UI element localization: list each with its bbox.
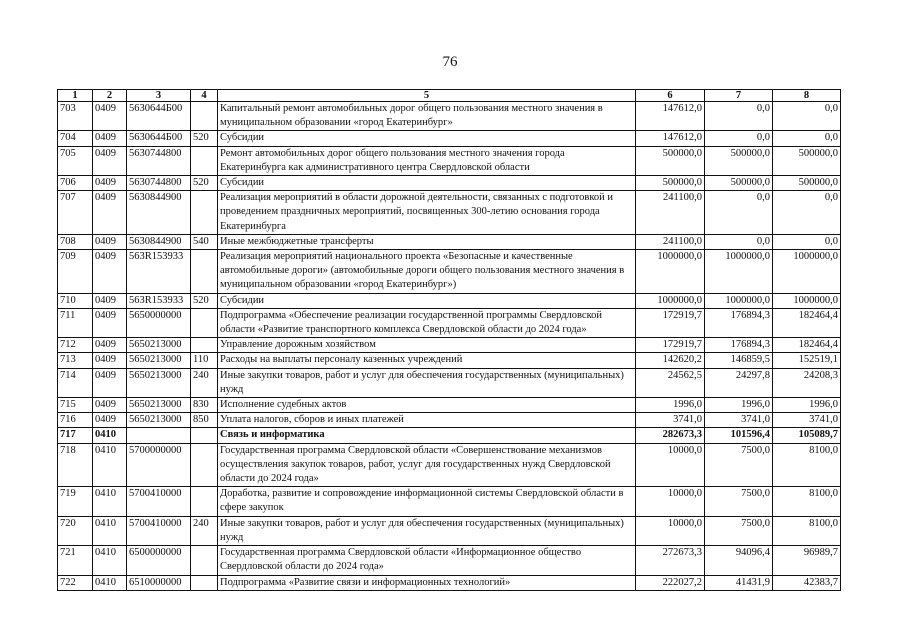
row-description: Государственная программа Свердловской области «Информационное общество Свердловской области до 2024 года» <box>218 546 636 575</box>
expense-type: 520 <box>191 293 218 308</box>
row-number: 709 <box>58 250 93 294</box>
row-description: Ремонт автомобильных дорог общего пользования местного значения города Екатеринбурга как административного центра Свердловской области <box>218 146 636 175</box>
amount-col8: 0,0 <box>773 191 841 235</box>
row-description: Субсидии <box>218 293 636 308</box>
amount-col6: 500000,0 <box>636 146 705 175</box>
row-number: 707 <box>58 191 93 235</box>
row-description: Уплата налогов, сборов и иных платежей <box>218 413 636 428</box>
target-code: 6510000000 <box>127 575 191 590</box>
expense-type: 850 <box>191 413 218 428</box>
amount-col6: 3741,0 <box>636 413 705 428</box>
amount-col8: 152519,1 <box>773 353 841 368</box>
amount-col7: 101596,4 <box>705 428 773 443</box>
amount-col6: 1000000,0 <box>636 250 705 294</box>
row-number: 708 <box>58 234 93 249</box>
target-code: 5650000000 <box>127 308 191 337</box>
row-number: 719 <box>58 487 93 516</box>
section-code: 0410 <box>93 428 127 443</box>
amount-col6: 282673,3 <box>636 428 705 443</box>
amount-col8: 182464,4 <box>773 308 841 337</box>
amount-col7: 0,0 <box>705 234 773 249</box>
column-header: 7 <box>705 90 773 102</box>
table-row <box>58 234 841 249</box>
table-row <box>58 546 841 575</box>
amount-col8: 8100,0 <box>773 516 841 545</box>
amount-col7: 7500,0 <box>705 487 773 516</box>
expense-type: 830 <box>191 398 218 413</box>
row-description: Субсидии <box>218 131 636 146</box>
amount-col7: 24297,8 <box>705 368 773 397</box>
row-description: Реализация мероприятий национального проекта «Безопасные и качественные автомобильные дороги» (автомобильные дороги общего пользования местного значения в муниципальном образовании «город Екатеринбург») <box>218 250 636 294</box>
section-code: 0409 <box>93 191 127 235</box>
amount-col8: 0,0 <box>773 102 841 131</box>
section-code: 0409 <box>93 308 127 337</box>
amount-col8: 0,0 <box>773 234 841 249</box>
row-number: 713 <box>58 353 93 368</box>
table-row <box>58 368 841 397</box>
row-number: 720 <box>58 516 93 545</box>
amount-col6: 10000,0 <box>636 516 705 545</box>
row-number: 705 <box>58 146 93 175</box>
table-row <box>58 353 841 368</box>
section-code: 0409 <box>93 131 127 146</box>
table-row <box>58 176 841 191</box>
row-number: 714 <box>58 368 93 397</box>
target-code: 563R153933 <box>127 250 191 294</box>
amount-col8: 500000,0 <box>773 176 841 191</box>
amount-col7: 94096,4 <box>705 546 773 575</box>
expense-type: 540 <box>191 234 218 249</box>
table-row <box>58 575 841 590</box>
row-number: 710 <box>58 293 93 308</box>
row-description: Иные закупки товаров, работ и услуг для обеспечения государственных (муниципальных) нужд <box>218 516 636 545</box>
table-row <box>58 102 841 131</box>
table-row <box>58 146 841 175</box>
target-code: 5650213000 <box>127 398 191 413</box>
amount-col8: 500000,0 <box>773 146 841 175</box>
row-description: Реализация мероприятий в области дорожной деятельности, связанных с подготовкой и проведением праздничных мероприятий, посвященных 300-летию основания города Екатеринбурга <box>218 191 636 235</box>
expense-type <box>191 308 218 337</box>
amount-col6: 1996,0 <box>636 398 705 413</box>
table-row <box>58 516 841 545</box>
column-header: 2 <box>93 90 127 102</box>
target-code: 5650213000 <box>127 338 191 353</box>
table-row <box>58 338 841 353</box>
section-code: 0409 <box>93 368 127 397</box>
target-code: 6500000000 <box>127 546 191 575</box>
section-code: 0409 <box>93 234 127 249</box>
table-row <box>58 428 841 443</box>
amount-col6: 272673,3 <box>636 546 705 575</box>
target-code: 5650213000 <box>127 368 191 397</box>
amount-col7: 1996,0 <box>705 398 773 413</box>
section-code: 0410 <box>93 575 127 590</box>
section-code: 0409 <box>93 250 127 294</box>
target-code: 5630844900 <box>127 234 191 249</box>
amount-col6: 147612,0 <box>636 102 705 131</box>
amount-col6: 241100,0 <box>636 234 705 249</box>
amount-col6: 241100,0 <box>636 191 705 235</box>
section-code: 0409 <box>93 146 127 175</box>
expense-type <box>191 146 218 175</box>
amount-col7: 1000000,0 <box>705 293 773 308</box>
amount-col8: 182464,4 <box>773 338 841 353</box>
page-number: 76 <box>442 54 458 70</box>
row-description: Иные закупки товаров, работ и услуг для обеспечения государственных (муниципальных) нужд <box>218 368 636 397</box>
row-number: 704 <box>58 131 93 146</box>
amount-col6: 172919,7 <box>636 338 705 353</box>
row-description: Доработка, развитие и сопровождение информационной системы Свердловской области в сфере закупок <box>218 487 636 516</box>
row-number: 712 <box>58 338 93 353</box>
expense-type <box>191 443 218 487</box>
amount-col7: 176894,3 <box>705 338 773 353</box>
amount-col8: 24208,3 <box>773 368 841 397</box>
target-code: 5630744800 <box>127 146 191 175</box>
amount-col7: 7500,0 <box>705 443 773 487</box>
expense-type <box>191 487 218 516</box>
target-code <box>127 428 191 443</box>
expense-type <box>191 546 218 575</box>
expense-type: 240 <box>191 368 218 397</box>
amount-col8: 1996,0 <box>773 398 841 413</box>
row-description: Связь и информатика <box>218 428 636 443</box>
row-number: 706 <box>58 176 93 191</box>
row-number: 711 <box>58 308 93 337</box>
amount-col7: 500000,0 <box>705 176 773 191</box>
target-code: 5700410000 <box>127 487 191 516</box>
section-code: 0409 <box>93 102 127 131</box>
section-code: 0409 <box>93 338 127 353</box>
section-code: 0410 <box>93 516 127 545</box>
expense-type <box>191 191 218 235</box>
amount-col6: 10000,0 <box>636 443 705 487</box>
row-number: 715 <box>58 398 93 413</box>
amount-col8: 0,0 <box>773 131 841 146</box>
section-code: 0409 <box>93 353 127 368</box>
budget-table <box>57 89 841 591</box>
column-header: 8 <box>773 90 841 102</box>
amount-col8: 96989,7 <box>773 546 841 575</box>
amount-col7: 7500,0 <box>705 516 773 545</box>
row-description: Субсидии <box>218 176 636 191</box>
column-header: 1 <box>58 90 93 102</box>
section-code: 0410 <box>93 487 127 516</box>
target-code: 5700410000 <box>127 516 191 545</box>
amount-col7: 41431,9 <box>705 575 773 590</box>
amount-col7: 500000,0 <box>705 146 773 175</box>
amount-col6: 142620,2 <box>636 353 705 368</box>
amount-col7: 3741,0 <box>705 413 773 428</box>
target-code: 5630844900 <box>127 191 191 235</box>
table-row <box>58 191 841 235</box>
expense-type <box>191 250 218 294</box>
section-code: 0409 <box>93 413 127 428</box>
table-row <box>58 131 841 146</box>
row-description: Капитальный ремонт автомобильных дорог общего пользования местного значения в муниципальном образовании «город Екатеринбург» <box>218 102 636 131</box>
expense-type: 520 <box>191 131 218 146</box>
amount-col8: 3741,0 <box>773 413 841 428</box>
amount-col7: 0,0 <box>705 191 773 235</box>
section-code: 0409 <box>93 176 127 191</box>
target-code: 5630744800 <box>127 176 191 191</box>
column-header: 3 <box>127 90 191 102</box>
amount-col6: 500000,0 <box>636 176 705 191</box>
column-header: 4 <box>191 90 218 102</box>
target-code: 563R153933 <box>127 293 191 308</box>
amount-col7: 1000000,0 <box>705 250 773 294</box>
amount-col6: 10000,0 <box>636 487 705 516</box>
amount-col7: 0,0 <box>705 131 773 146</box>
row-number: 716 <box>58 413 93 428</box>
row-description: Исполнение судебных актов <box>218 398 636 413</box>
amount-col6: 1000000,0 <box>636 293 705 308</box>
table-row <box>58 487 841 516</box>
amount-col8: 1000000,0 <box>773 250 841 294</box>
amount-col7: 0,0 <box>705 102 773 131</box>
table-row <box>58 443 841 487</box>
table-row <box>58 293 841 308</box>
amount-col8: 8100,0 <box>773 443 841 487</box>
amount-col8: 42383,7 <box>773 575 841 590</box>
amount-col8: 8100,0 <box>773 487 841 516</box>
amount-col6: 222027,2 <box>636 575 705 590</box>
row-number: 703 <box>58 102 93 131</box>
amount-col8: 105089,7 <box>773 428 841 443</box>
expense-type: 240 <box>191 516 218 545</box>
amount-col6: 24562,5 <box>636 368 705 397</box>
table-row <box>58 398 841 413</box>
section-code: 0409 <box>93 293 127 308</box>
section-code: 0410 <box>93 443 127 487</box>
section-code: 0410 <box>93 546 127 575</box>
column-header: 6 <box>636 90 705 102</box>
row-description: Иные межбюджетные трансферты <box>218 234 636 249</box>
row-description: Подпрограмма «Обеспечение реализации государственной программы Свердловской области «Развитие транспортного комплекса Свердловской области до 2024 года» <box>218 308 636 337</box>
expense-type <box>191 428 218 443</box>
expense-type: 520 <box>191 176 218 191</box>
target-code: 5700000000 <box>127 443 191 487</box>
amount-col7: 146859,5 <box>705 353 773 368</box>
amount-col6: 147612,0 <box>636 131 705 146</box>
row-number: 721 <box>58 546 93 575</box>
expense-type <box>191 575 218 590</box>
amount-col6: 172919,7 <box>636 308 705 337</box>
row-description: Подпрограмма «Развитие связи и информационных технологий» <box>218 575 636 590</box>
amount-col7: 176894,3 <box>705 308 773 337</box>
amount-col8: 1000000,0 <box>773 293 841 308</box>
target-code: 5650213000 <box>127 413 191 428</box>
row-description: Государственная программа Свердловской области «Совершенствование механизмов осуществления закупок товаров, работ, услуг для государственных нужд Свердловской области до 2024 года» <box>218 443 636 487</box>
target-code: 5630644Б00 <box>127 102 191 131</box>
table-row <box>58 413 841 428</box>
header-row <box>58 90 841 102</box>
column-header: 5 <box>218 90 636 102</box>
expense-type <box>191 102 218 131</box>
row-number: 717 <box>58 428 93 443</box>
row-description: Расходы на выплаты персоналу казенных учреждений <box>218 353 636 368</box>
target-code: 5650213000 <box>127 353 191 368</box>
expense-type: 110 <box>191 353 218 368</box>
row-description: Управление дорожным хозяйством <box>218 338 636 353</box>
table-row <box>58 250 841 294</box>
target-code: 5630644Б00 <box>127 131 191 146</box>
row-number: 718 <box>58 443 93 487</box>
row-number: 722 <box>58 575 93 590</box>
expense-type <box>191 338 218 353</box>
table-row <box>58 308 841 337</box>
section-code: 0409 <box>93 398 127 413</box>
